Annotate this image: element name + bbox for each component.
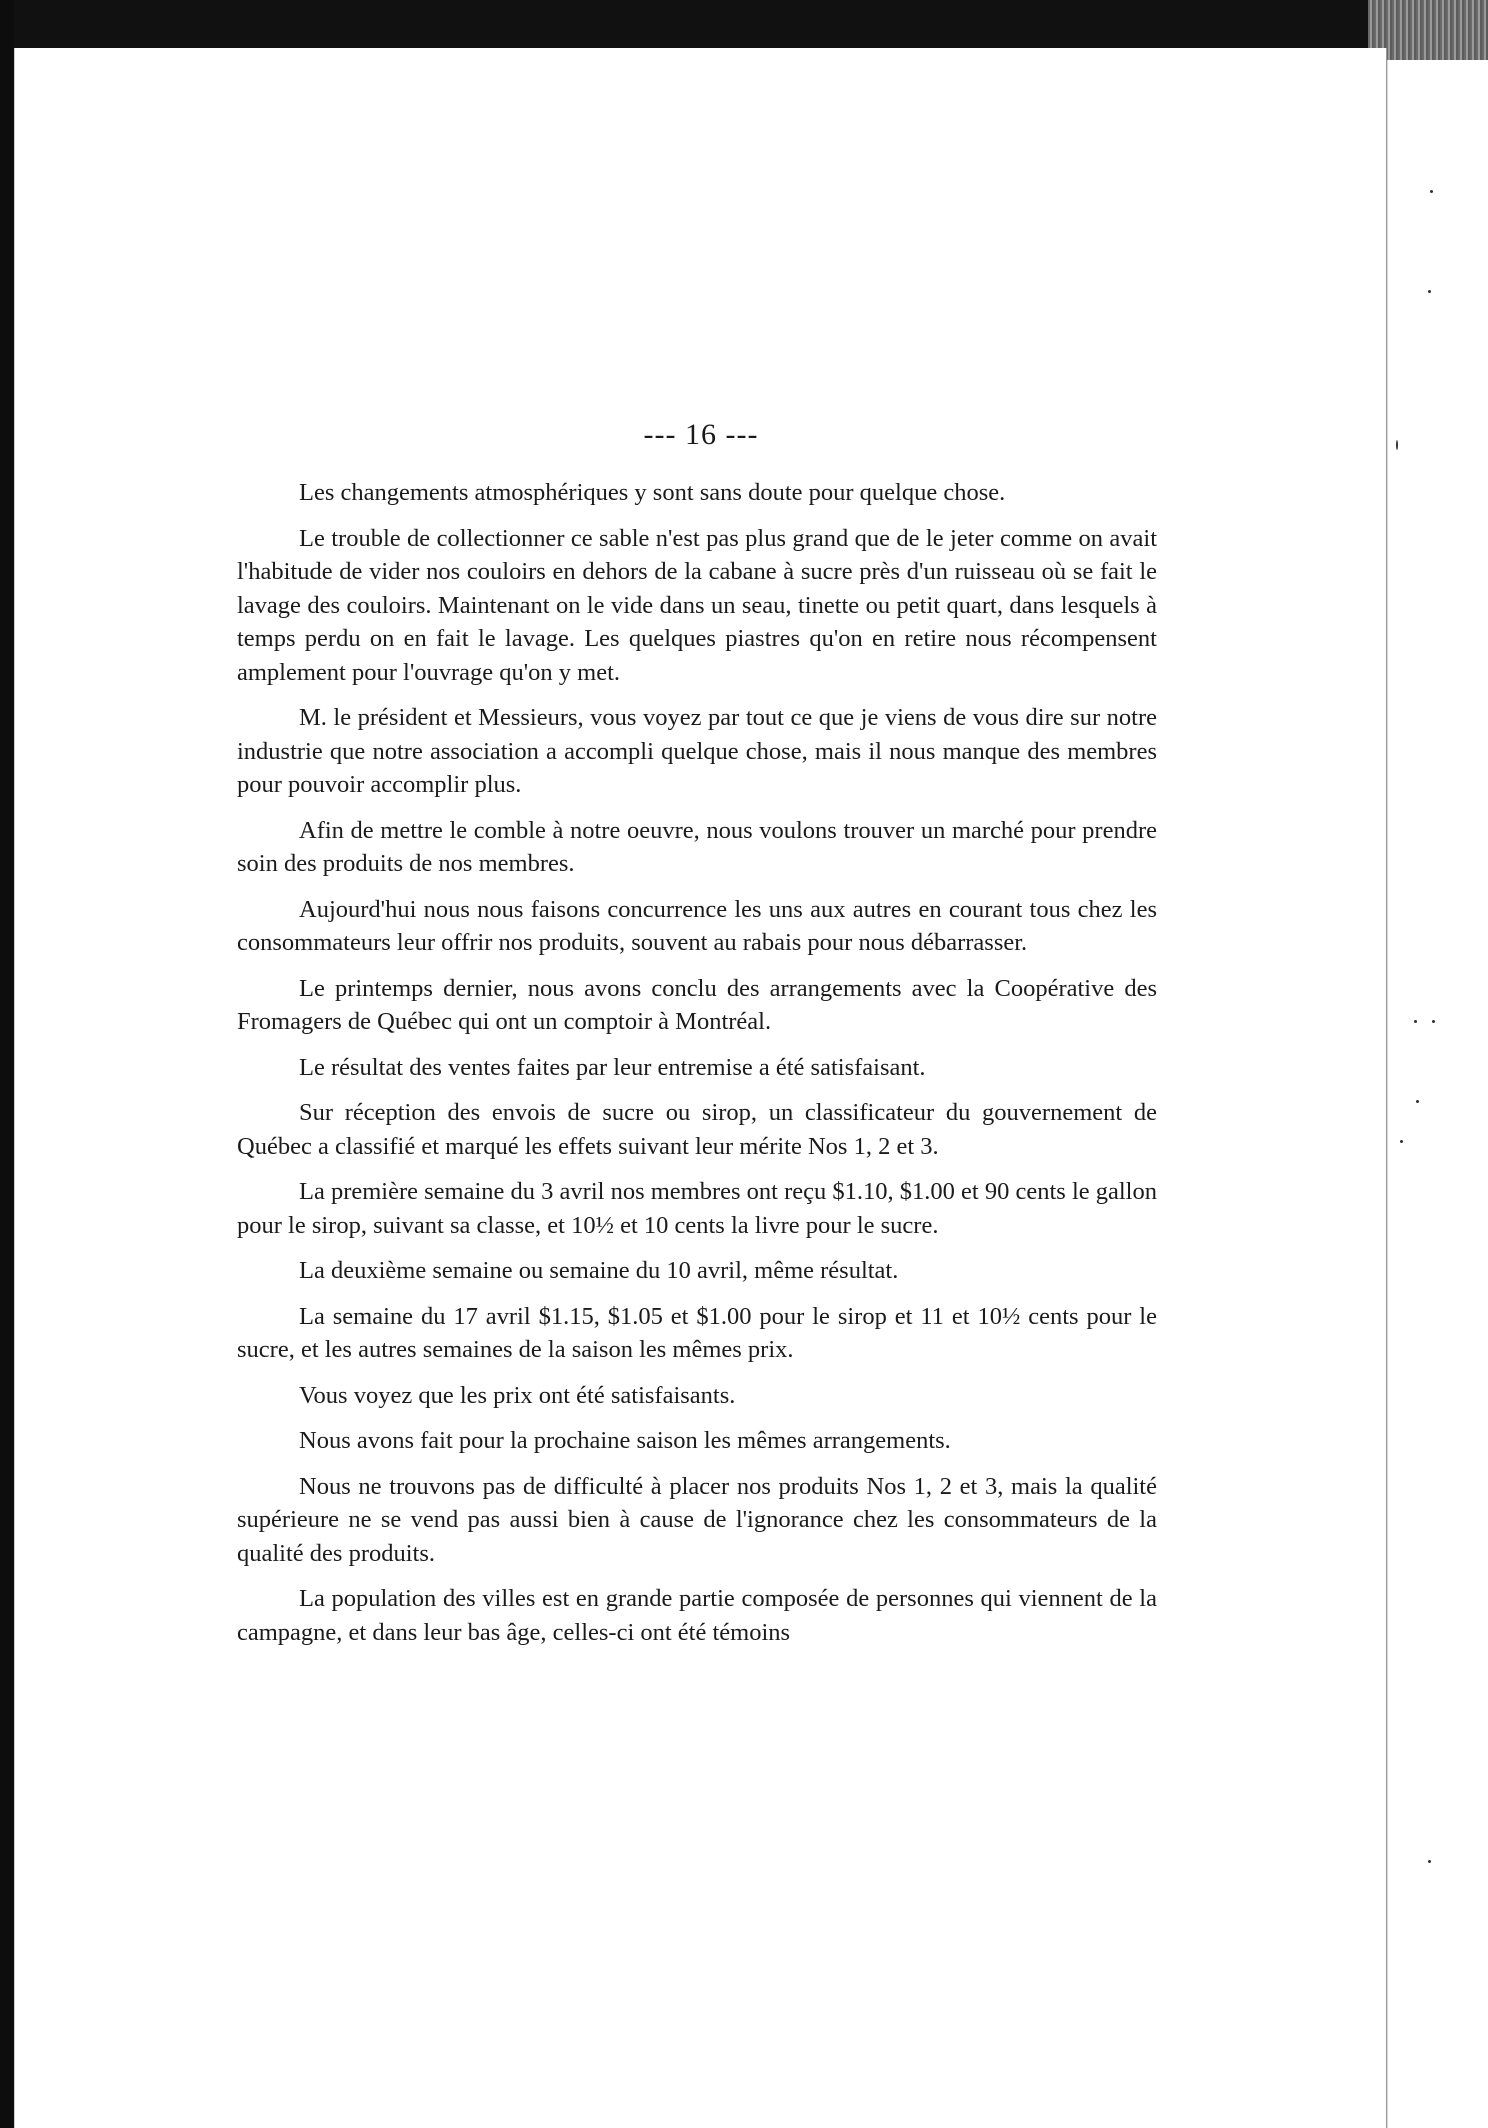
scan-speck [1430,190,1433,193]
scan-top-border [0,0,1488,48]
scan-speck [1428,290,1431,293]
next-page-margin [1387,60,1488,2128]
paragraph: Les changements atmosphériques y sont sans doute pour quelque chose. [299,479,1006,506]
scan-speck [1416,1100,1419,1103]
page-number: --- 16 --- [643,418,759,451]
paragraph: La population des villes est en grande partie composée de personnes qui viennent de la campagne, et dans leur bas âge, celles-ci ont été témoins [237,1585,1157,1646]
paragraph: Le trouble de collectionner ce sable n'est pas plus grand que de le jeter comme on avait l'habitude de vider nos couloirs en dehors de la cabane à sucre près d'un ruisseau où se fait le lavage des couloirs. Maintenant on le vide dans un seau, tinette ou petit quart, dans lesquels à temps perdu on en fait le lavage. Les quelques piastres qu'on en retire nous récompensent amplement pour l'ouvrage qu'on y met. [237,524,1157,686]
paragraph: Le printemps dernier, nous avons conclu des arrangements avec la Coopérative des Fromagers de Québec qui ont un comptoir à Montréal. [237,974,1157,1035]
paragraph: Afin de mettre le comble à notre oeuvre, nous voulons trouver un marché pour prendre soin des produits de nos membres. [237,816,1157,877]
paragraph: Aujourd'hui nous nous faisons concurrence les uns aux autres en courant tous chez les consommateurs leur offrir nos produits, souvent au rabais pour nous débarrasser. [237,895,1157,956]
paragraph: Vous voyez que les prix ont été satisfaisants. [299,1381,736,1409]
scan-speck [1400,1140,1403,1143]
paragraph: Nous avons fait pour la prochaine saison les mêmes arrangements. [299,1427,951,1454]
page-sheet [14,48,1387,2128]
scan-speck [1396,440,1398,450]
scan-speck [1432,1020,1435,1023]
scan-speck [1428,1860,1431,1863]
body-text [237,476,1157,1661]
paragraph: La première semaine du 3 avril nos membres ont reçu $1.10, $1.00 et 90 cents le gallon pour le sirop, suivant sa classe, et 10½ et 10 cents la livre pour le sucre. [237,1178,1157,1239]
paragraph: Sur réception des envois de sucre ou sirop, un classificateur du gouvernement de Québec a classifié et marqué les effets suivant leur mérite Nos 1, 2 et 3. [237,1099,1157,1160]
scan-speck [1414,1020,1417,1023]
paragraph: M. le président et Messieurs, vous voyez par tout ce que je viens de vous dire sur notre industrie que notre association a accompli quelque chose, mais il nous manque des membres pour pouvoir accomplir plus. [237,704,1157,798]
paragraph: La deuxième semaine ou semaine du 10 avril, même résultat. [299,1257,899,1284]
paragraph: Nous ne trouvons pas de difficulté à placer nos produits Nos 1, 2 et 3, mais la qualité supérieure ne se vend pas aussi bien à cause de l'ignorance chez les consommateurs de la qualité des produits. [237,1472,1157,1567]
paragraph: La semaine du 17 avril $1.15, $1.05 et $1.00 pour le sirop et 11 et 10½ cents pour le sucre, et les autres semaines de la saison les mêmes prix. [237,1302,1157,1363]
scan-left-border [0,0,14,2128]
paragraph: Le résultat des ventes faites par leur entremise a été satisfaisant. [299,1053,926,1081]
